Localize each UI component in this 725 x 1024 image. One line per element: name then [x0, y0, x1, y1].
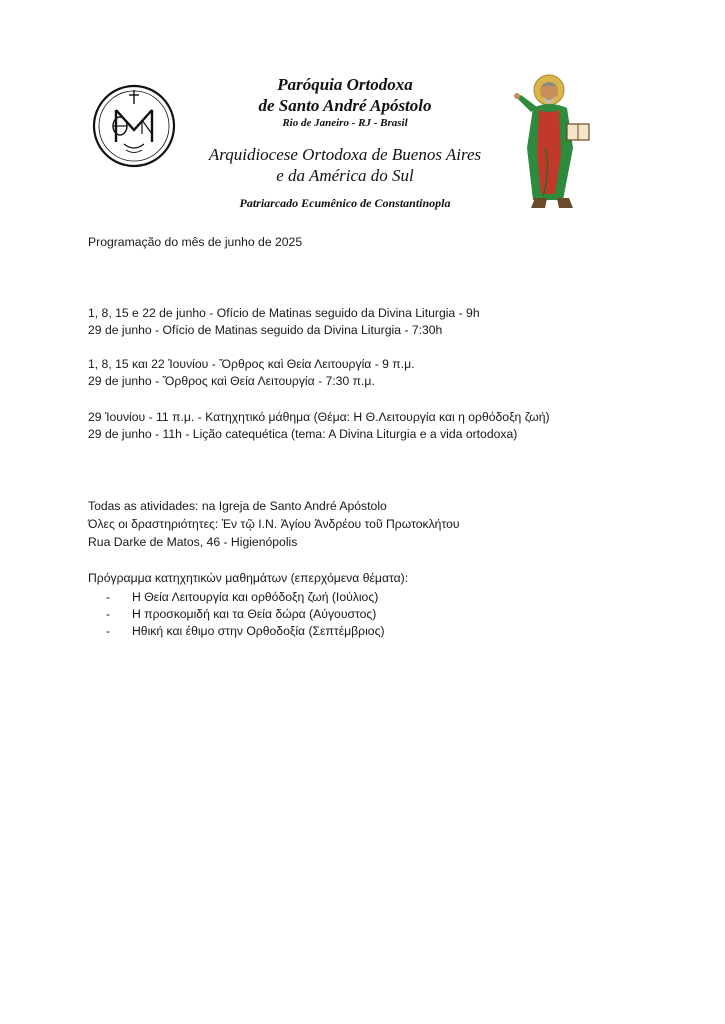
schedule-gr-line-2: 29 de junho - Ὄρθρος καὶ Θεία Λειτουργία - 7:30 π.μ. — [88, 374, 375, 388]
parish-title-line2: de Santo André Apóstolo — [258, 96, 432, 115]
topic-text: Η Θεία Λειτουργία και ορθόδοξη ζωή (Ιούλιος) — [132, 590, 379, 604]
patriarchate-line: Patriarcado Ecumênico de Constantinopla — [239, 196, 451, 210]
list-item — [88, 623, 385, 640]
topic-text: Ηθική και έθιμο στην Ορθοδοξία (Σεπτέμβριος) — [132, 624, 385, 638]
archdiocese-line2: e da América do Sul — [276, 166, 414, 185]
schedule-gr-line-1: 1, 8, 15 και 22 Ἰουνίου - Ὄρθρος καὶ Θεία Λειτουργία - 9 π.μ. — [88, 357, 415, 371]
program-title: Programação do mês de junho de 2025 — [88, 235, 303, 249]
schedule-pt-line-1: 1, 8, 15 e 22 de junho - Ofício de Matinas seguido da Divina Liturgia - 9h — [88, 306, 480, 320]
catechesis-program-title: Πρόγραμμα κατηχητικών μαθημάτων (επερχόμενα θέματα): — [88, 571, 409, 585]
list-item — [88, 606, 385, 623]
location-line-2: Όλες οι δραστηριότητες: Ἐν τῷ Ι.Ν. Ἁγίου Ἀνδρέου τοῦ Πρωτοκλήτου — [88, 517, 460, 531]
saint-andrew-icon — [505, 72, 601, 216]
parish-location: Rio de Janeiro - RJ - Brasil — [282, 117, 408, 129]
bullet-dash: - — [106, 607, 111, 621]
archdiocese-line1: Arquidiocese Ortodoxa de Buenos Aires — [208, 145, 482, 164]
bullet-dash: - — [106, 624, 111, 638]
list-item — [88, 589, 385, 606]
catechesis-topic-list — [88, 589, 385, 640]
header-block — [195, 74, 495, 211]
location-line-1: Todas as atividades: na Igreja de Santo André Apóstolo — [88, 499, 387, 513]
catechesis-line-pt: 29 de junho - 11h - Lição catequética (tema: A Divina Liturgia e a vida ortodoxa) — [88, 427, 518, 441]
catechesis-line-gr: 29 Ἰουνίου - 11 π.μ. - Κατηχητικό μάθημα (Θέμα: Η Θ.Λειτουργία και η ορθόδοξη ζωή) — [88, 410, 550, 424]
address-line: Rua Darke de Matos, 46 - Higienópolis — [88, 535, 298, 549]
bullet-dash: - — [106, 590, 111, 604]
schedule-pt-line-2: 29 de junho - Ofício de Matinas seguido da Divina Liturgia - 7:30h — [88, 323, 443, 337]
parish-title-line1: Paróquia Ortodoxa — [277, 75, 413, 94]
topic-text: Η προσκομιδή και τα Θεία δώρα (Αύγουστος) — [132, 607, 377, 621]
parish-seal-logo — [92, 84, 176, 168]
